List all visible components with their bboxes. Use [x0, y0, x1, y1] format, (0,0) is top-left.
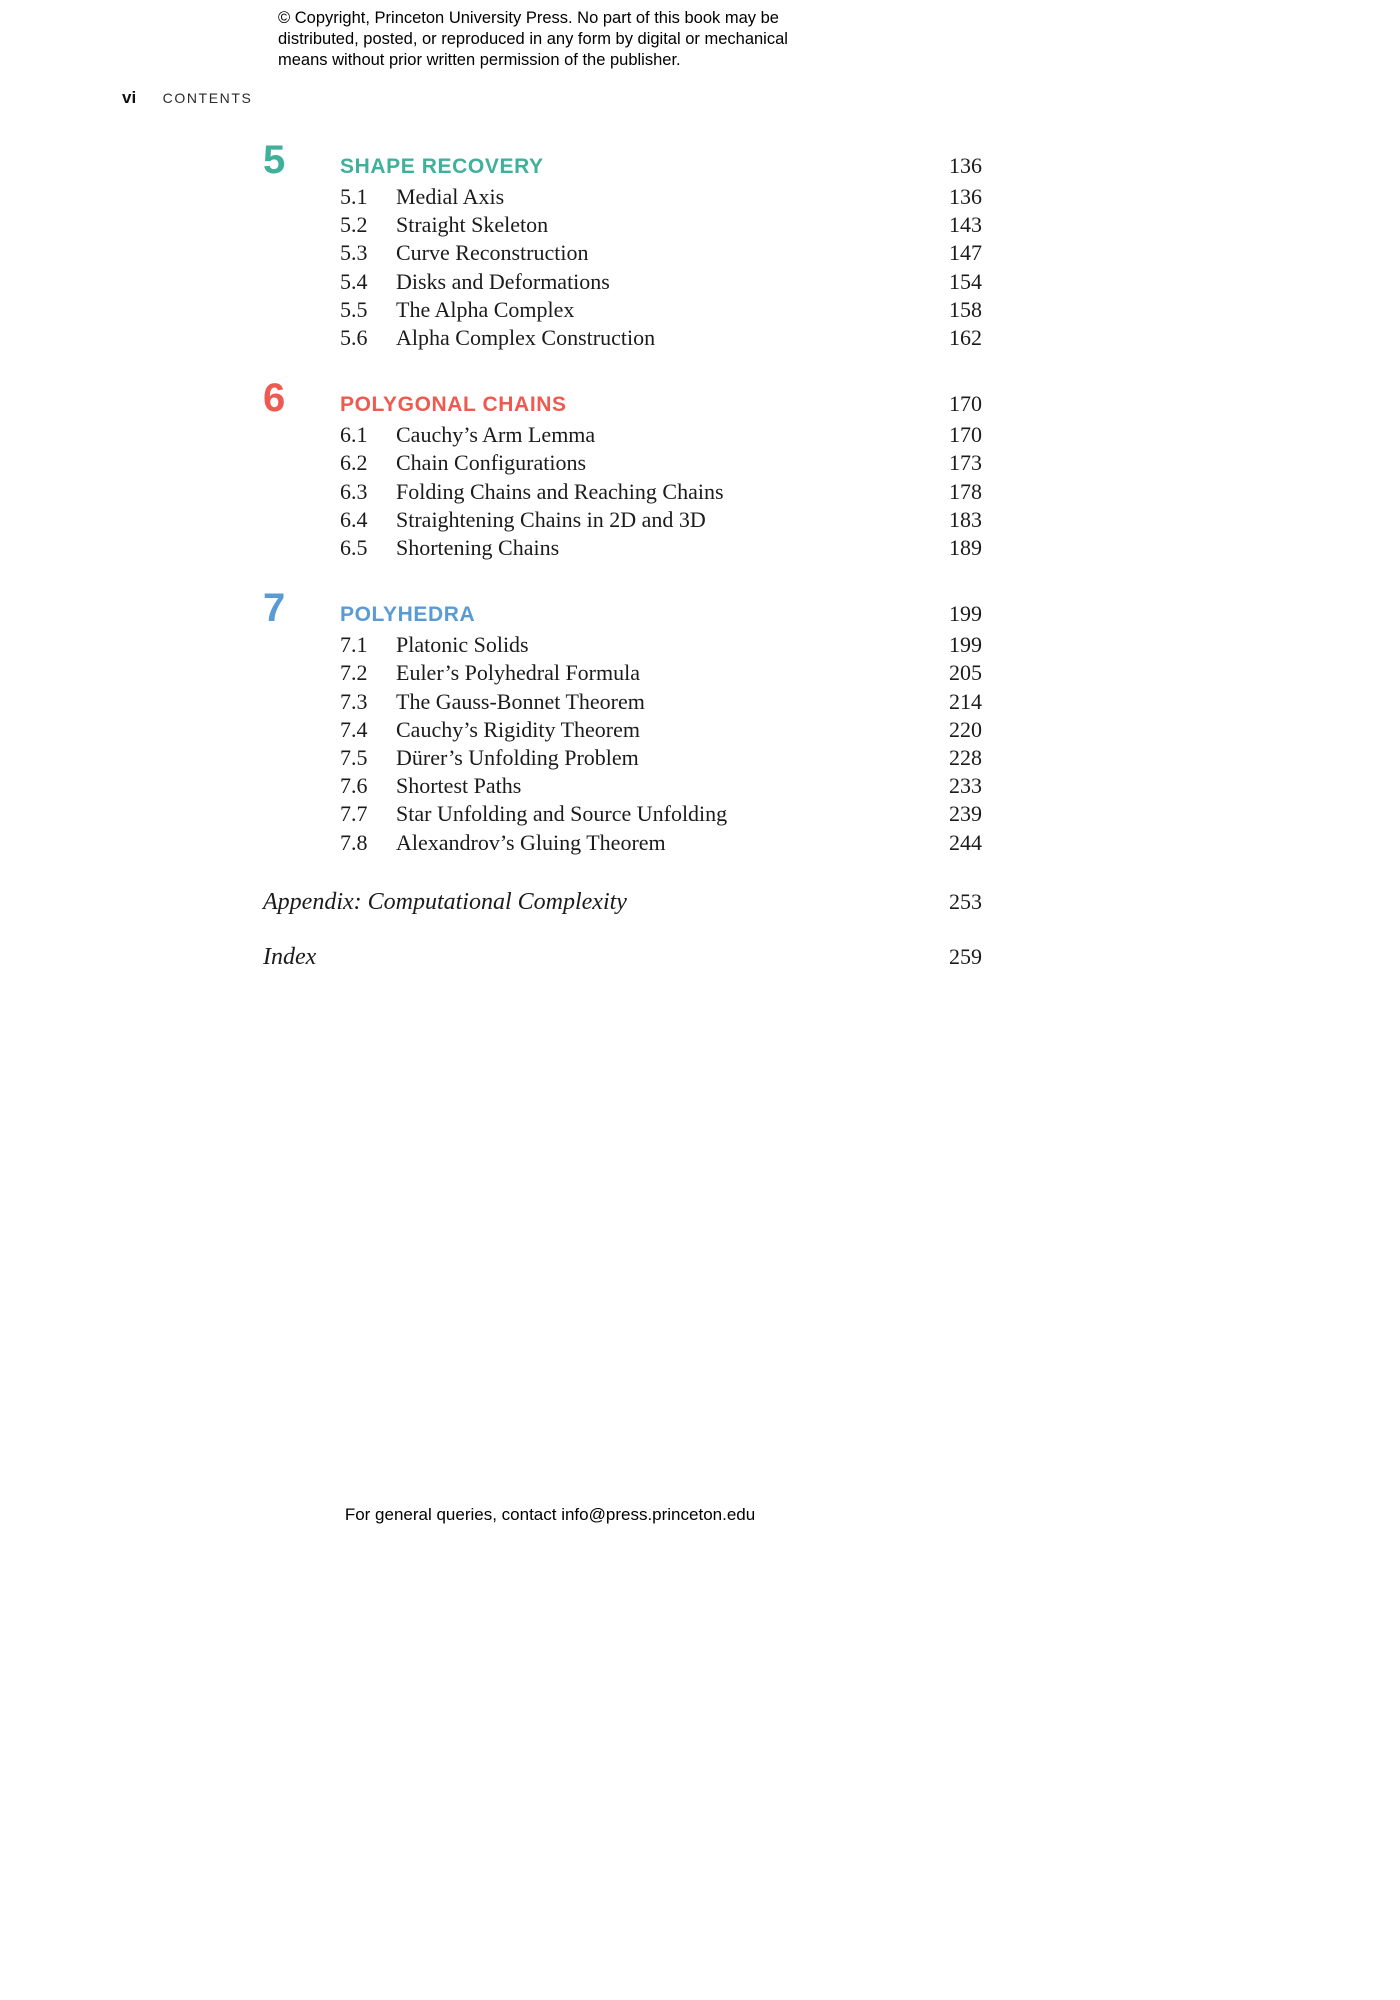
chapter-block — [263, 378, 982, 562]
section-number: 6.1 — [340, 422, 368, 448]
backmatter-page-number: 259 — [949, 943, 982, 969]
section-title: The Alpha Complex — [396, 296, 575, 322]
section-number: 6.3 — [340, 478, 368, 504]
section-number: 7.6 — [340, 773, 368, 799]
backmatter-list — [263, 889, 982, 971]
section-row — [263, 506, 982, 534]
backmatter-page-number: 253 — [949, 888, 982, 914]
backmatter-title: Index — [263, 943, 317, 970]
chapter-block — [263, 588, 982, 857]
section-number: 5.2 — [340, 212, 368, 238]
section-number: 7.1 — [340, 632, 368, 658]
chapter-list — [263, 140, 982, 857]
section-number: 6.5 — [340, 535, 368, 561]
section-title: Star Unfolding and Source Unfolding — [396, 801, 728, 827]
chapter-page-number: 136 — [949, 153, 982, 178]
section-page-number: 173 — [949, 450, 982, 476]
copyright-notice — [278, 8, 858, 71]
section-page-number: 178 — [949, 478, 982, 504]
section-title: Alpha Complex Construction — [396, 325, 656, 351]
section-page-number: 189 — [949, 535, 982, 561]
section-page-number: 244 — [949, 829, 982, 855]
section-page-number: 158 — [949, 296, 982, 322]
section-row — [263, 449, 982, 477]
chapter-number: 7 — [263, 586, 286, 631]
section-title: Dürer’s Unfolding Problem — [396, 745, 639, 771]
section-number: 7.5 — [340, 745, 368, 771]
backmatter-title: Appendix: Computational Complexity — [263, 888, 627, 915]
chapter-number: 6 — [263, 376, 286, 421]
section-page-number: 170 — [949, 422, 982, 448]
chapter-block — [263, 140, 982, 352]
section-row — [263, 239, 982, 267]
section-number: 5.5 — [340, 296, 368, 322]
section-page-number: 214 — [949, 688, 982, 714]
section-title: Cauchy’s Arm Lemma — [396, 422, 596, 448]
section-number: 6.2 — [340, 450, 368, 476]
chapter-title: POLYGONAL CHAINS — [340, 393, 567, 417]
section-page-number: 205 — [949, 660, 982, 686]
section-title: The Gauss-Bonnet Theorem — [396, 688, 645, 714]
chapter-page-number: 199 — [949, 601, 982, 627]
copyright-line: © Copyright, Princeton University Press. No part of this book may be — [278, 9, 779, 27]
chapter-title: SHAPE RECOVERY — [340, 155, 544, 178]
section-row — [263, 744, 982, 772]
page-header — [122, 88, 252, 108]
section-number: 7.7 — [340, 801, 368, 827]
section-title: Shortest Paths — [396, 773, 522, 799]
chapter-heading-row — [263, 586, 982, 631]
section-page-number: 233 — [949, 773, 982, 799]
section-row — [263, 688, 982, 716]
section-number: 5.1 — [340, 184, 368, 209]
section-row — [263, 800, 982, 828]
section-title: Euler’s Polyhedral Formula — [396, 660, 640, 686]
section-number: 6.4 — [340, 506, 368, 532]
section-title: Folding Chains and Reaching Chains — [396, 478, 724, 504]
footer-queries-note: For general queries, contact info@press.princeton.edu — [344, 1505, 756, 1524]
chapter-heading-row — [263, 140, 982, 180]
section-row — [263, 324, 982, 352]
section-row — [263, 268, 982, 296]
section-title: Medial Axis — [396, 184, 505, 209]
section-page-number: 147 — [949, 240, 982, 266]
table-of-contents — [263, 140, 982, 999]
section-page-number: 162 — [949, 325, 982, 351]
chapter-title: POLYHEDRA — [340, 603, 476, 627]
section-title: Straight Skeleton — [396, 212, 549, 238]
section-page-number: 239 — [949, 801, 982, 827]
chapter-number: 5 — [263, 138, 286, 182]
section-row — [263, 772, 982, 800]
section-number: 7.8 — [340, 829, 368, 855]
copyright-line: distributed, posted, or reproduced in any form by digital or mechanical — [278, 30, 788, 48]
section-title: Straightening Chains in 2D and 3D — [396, 506, 706, 532]
section-number: 5.3 — [340, 240, 368, 266]
section-row — [263, 421, 982, 449]
section-row — [263, 631, 982, 659]
section-title: Alexandrov’s Gluing Theorem — [396, 829, 666, 855]
section-title: Shortening Chains — [396, 535, 560, 561]
section-page-number: 136 — [949, 184, 982, 209]
section-row — [263, 659, 982, 687]
chapter-page-number: 170 — [949, 391, 982, 417]
running-head-contents: CONTENTS — [162, 90, 253, 106]
section-page-number: 199 — [949, 632, 982, 658]
section-row — [263, 534, 982, 562]
backmatter-row — [263, 889, 982, 916]
section-title: Disks and Deformations — [396, 268, 610, 294]
section-title: Cauchy’s Rigidity Theorem — [396, 716, 641, 742]
section-row — [263, 183, 982, 211]
page-number-label: vi — [122, 88, 137, 107]
section-title: Curve Reconstruction — [396, 240, 589, 266]
section-row — [263, 296, 982, 324]
section-number: 5.4 — [340, 268, 368, 294]
section-row — [263, 716, 982, 744]
section-row — [263, 211, 982, 239]
section-number: 5.6 — [340, 325, 368, 351]
section-title: Chain Configurations — [396, 450, 587, 476]
backmatter-row — [263, 944, 982, 971]
section-row — [263, 478, 982, 506]
copyright-line: means without prior written permission of the publisher. — [278, 51, 681, 69]
section-page-number: 220 — [949, 716, 982, 742]
section-number: 7.2 — [340, 660, 368, 686]
section-page-number: 154 — [949, 268, 982, 294]
section-page-number: 143 — [949, 212, 982, 238]
section-page-number: 183 — [949, 506, 982, 532]
section-page-number: 228 — [949, 745, 982, 771]
section-number: 7.4 — [340, 716, 368, 742]
section-row — [263, 829, 982, 857]
section-title: Platonic Solids — [396, 632, 529, 658]
section-number: 7.3 — [340, 688, 368, 714]
chapter-heading-row — [263, 376, 982, 421]
